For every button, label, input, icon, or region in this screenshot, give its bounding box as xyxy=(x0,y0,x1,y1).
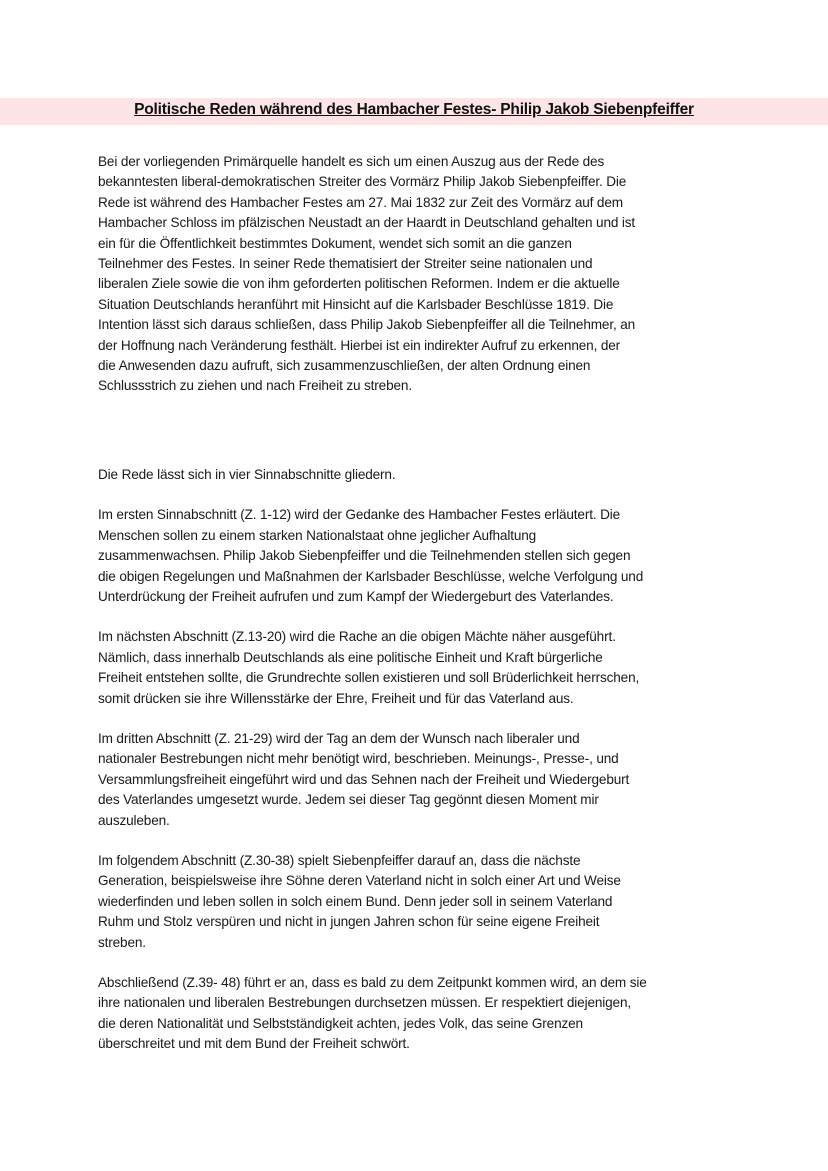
paragraph xyxy=(98,729,778,831)
text-line: wiederfinden und leben sollen in solch einem Bund. Denn jeder soll in seinem Vaterland xyxy=(98,893,613,909)
text-line: Im folgendem Abschnitt (Z.30-38) spielt Siebenpfeiffer darauf an, dass die nächste xyxy=(98,852,581,868)
paragraph xyxy=(98,973,778,1055)
text-line: die Anwesenden dazu aufruft, sich zusammenzuschließen, der alten Ordnung einen xyxy=(98,358,591,374)
text-line: Versammlungsfreiheit eingeführt wird und das Sehnen nach der Freiheit und Wiedergeburt xyxy=(98,771,630,787)
text-line: Im dritten Abschnitt (Z. 21-29) wird der Tag an dem der Wunsch nach liberaler und xyxy=(98,730,580,746)
paragraph xyxy=(98,465,778,485)
text-line: auszuleben. xyxy=(98,812,170,828)
text-line: somit drücken sie ihre Willensstärke der Ehre, Freiheit und für das Vaterland aus. xyxy=(98,690,574,706)
text-line: Die Rede lässt sich in vier Sinnabschnitte gliedern. xyxy=(98,466,396,482)
text-line: Schlussstrich zu ziehen und nach Freiheit zu streben. xyxy=(98,378,412,394)
text-line: Menschen sollen zu einem starken Nationalstaat ohne jeglicher Aufhaltung xyxy=(98,527,537,543)
text-line: Freiheit entstehen sollte, die Grundrechte sollen existieren und soll Brüderlichkeit herrschen, xyxy=(98,670,640,686)
text-line: Situation Deutschlands heranführt mit Hinsicht auf die Karlsbader Beschlüsse 1819. Die xyxy=(98,296,614,312)
text-line: des Vaterlandes umgesetzt wurde. Jedem sei dieser Tag gegönnt diesen Moment mir xyxy=(98,792,599,808)
text-line: Hambacher Schloss im pfälzischen Neustadt an der Haardt in Deutschland gehalten und ist xyxy=(98,215,636,231)
text-line: die obigen Regelungen und Maßnahmen der Karlsbader Beschlüsse, welche Verfolgung und xyxy=(98,568,644,584)
text-line: liberalen Ziele sowie die von ihm geforderten politischen Reformen. Indem er die aktuelle xyxy=(98,276,620,292)
text-line: die deren Nationalität und Selbstständigkeit achten, jedes Volk, das seine Grenzen xyxy=(98,1015,583,1031)
text-line: zusammenwachsen. Philip Jakob Siebenpfeiffer und die Teilnehmenden stellen sich gegen xyxy=(98,548,631,564)
paragraph xyxy=(98,505,778,607)
text-line: Im nächsten Abschnitt (Z.13-20) wird die Rache an die obigen Mächte näher ausgeführt. xyxy=(98,629,616,645)
text-line: Im ersten Sinnabschnitt (Z. 1-12) wird der Gedanke des Hambacher Festes erläutert. Die xyxy=(98,507,621,523)
text-line: Nämlich, dass innerhalb Deutschlands als eine politische Einheit und Kraft bürgerliche xyxy=(98,649,603,665)
text-line: Rede ist während des Hambacher Festes am 27. Mai 1832 zur Zeit des Vormärz auf dem xyxy=(98,194,623,210)
document-body xyxy=(98,152,778,1075)
text-line: Teilnehmer des Festes. In seiner Rede thematisiert der Streiter seine nationalen und xyxy=(98,256,593,272)
text-line: bekanntesten liberal-demokratischen Streiter des Vormärz Philip Jakob Siebenpfeiffer. Die xyxy=(98,174,627,190)
text-line: überschreitet und mit dem Bund der Freiheit schwört. xyxy=(98,1036,410,1052)
text-line: Ruhm und Stolz verspüren und nicht in jungen Jahren schon für seine eigene Freiheit xyxy=(98,914,600,930)
text-line: Abschließend (Z.39- 48) führt er an, dass es bald zu dem Zeitpunkt kommen wird, an dem sie xyxy=(98,975,647,990)
text-line: ihre nationalen und liberalen Bestrebungen durchsetzen müssen. Er respektiert diejenigen, xyxy=(98,995,632,1011)
text-line: Intention lässt sich daraus schließen, dass Philip Jakob Siebenpfeiffer all die Teilnehmer, an xyxy=(98,317,636,333)
text-line: Bei der vorliegenden Primärquelle handelt es sich um einen Auszug aus der Rede des xyxy=(98,154,605,169)
paragraph xyxy=(98,152,778,397)
text-line: nationaler Bestrebungen nicht mehr benötigt wird, beschrieben. Meinungs-, Presse-, und xyxy=(98,751,619,767)
text-line: Generation, beispielsweise ihre Söhne deren Vaterland nicht in solch einer Art und Weise xyxy=(98,873,621,889)
document-title: Politische Reden während des Hambacher Festes- Philip Jakob Siebenpfeiffer xyxy=(134,101,694,118)
text-line: der Hoffnung nach Veränderung festhält. Hierbei ist ein indirekter Aufruf zu erkennen, der xyxy=(98,337,621,353)
paragraph xyxy=(98,851,778,953)
paragraph xyxy=(98,627,778,709)
text-line: Unterdrückung der Freiheit aufrufen und zum Kampf der Wiedergeburt des Vaterlandes. xyxy=(98,588,614,604)
text-line: ein für die Öffentlichkeit bestimmtes Dokument, wendet sich somit an die ganzen xyxy=(98,235,572,251)
text-line: streben. xyxy=(98,934,146,950)
section-spacer xyxy=(98,417,778,465)
